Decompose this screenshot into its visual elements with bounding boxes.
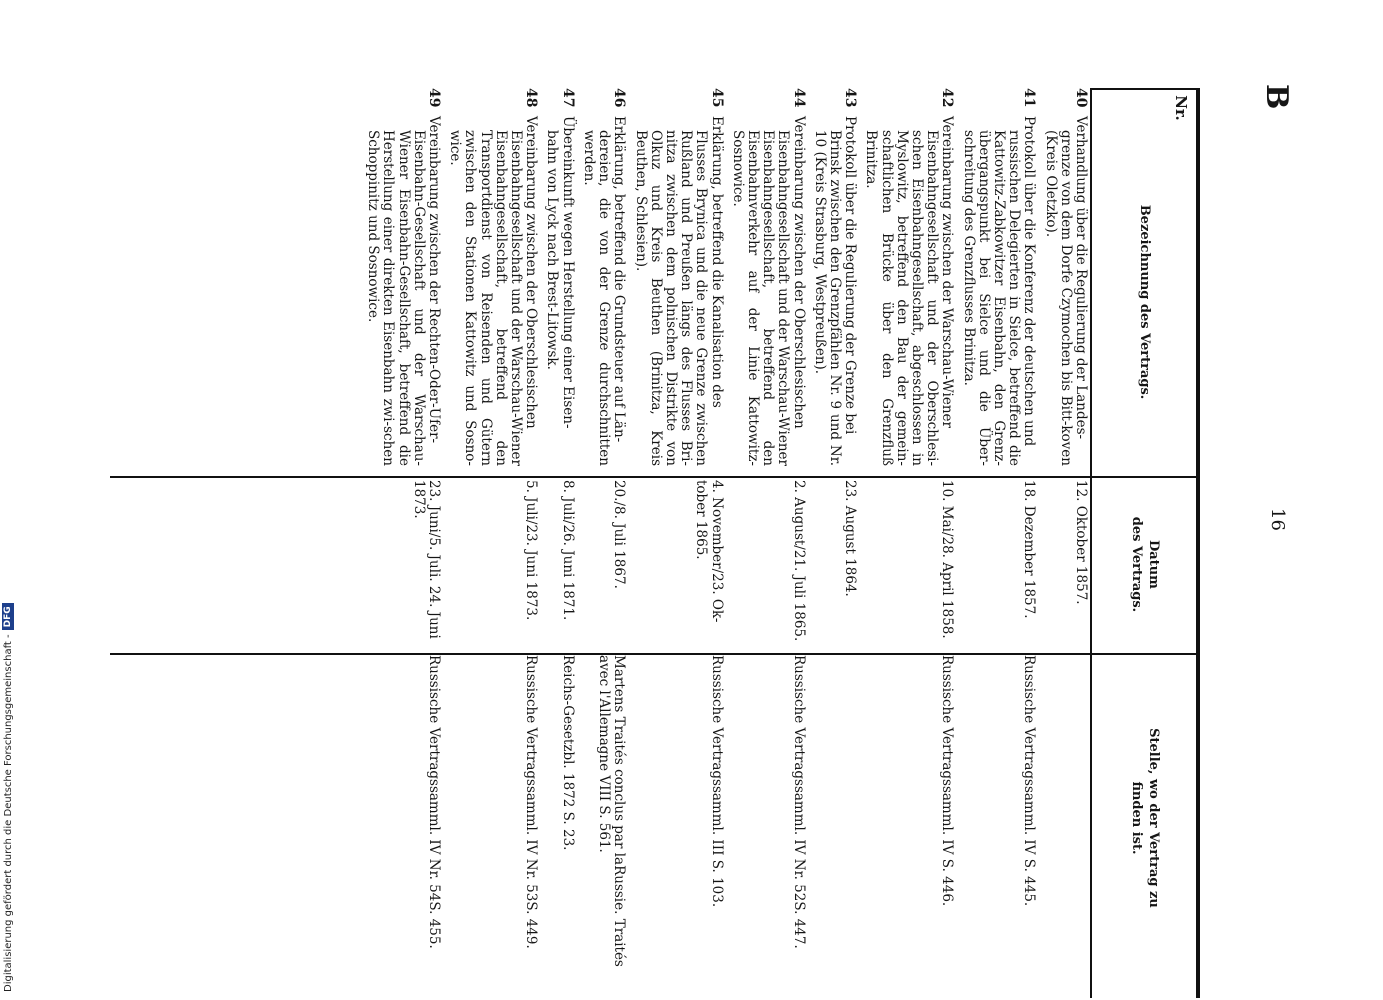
row-stelle [632, 643, 723, 988]
row-bezeichnung [1042, 106, 1088, 466]
row-bezeichnung [365, 106, 441, 466]
table-row [960, 88, 1036, 998]
row-stelle [960, 643, 1036, 988]
row-bezeichnung-first: Vereinbarung zwischen der Rechten-Oder-Ufer- [426, 116, 443, 444]
row-bezeichnung-rest: Eisenbahn-Gesellschaft und der Warschau-Wiener Eisenbahn-Gesellschaft, betreffend die Herstellung einer direkten Eisenbahn zwi-schen Schoppinitz und Sosnowice. [365, 130, 427, 466]
row-stelle [863, 643, 954, 988]
row-bezeichnung-first: Vereinbarung zwischen der Oberschlesischen [790, 116, 807, 429]
row-nr: 46 [611, 88, 628, 108]
row-bezeichnung-first: Verhandlung über die Regulierung der Landes- [1073, 116, 1089, 440]
table-row [632, 88, 723, 998]
header-rule [1090, 88, 1092, 998]
row-datum: 5. Juli/23. Juni 1873. [523, 480, 540, 621]
row-stelle [581, 643, 627, 988]
row-datum: 8. Juli/26. Juni 1871. [559, 480, 576, 621]
table-row [863, 88, 954, 998]
page-number: 16 [1267, 508, 1288, 531]
row-bezeichnung-first: Vereinbarung zwischen der Oberschlesischen [523, 116, 540, 429]
row-bezeichnung-rest: Eisenbahngesellschaft und der Warschau-Wiener Eisenbahngesellschaft, betreffend den Eisenbahnverkehr auf der Linie Kattowitz-Sosnowice. [729, 130, 792, 466]
row-bezeichnung [812, 106, 858, 466]
row-bezeichnung-rest: bahn von Lyck nach Brest-Litowsk. [544, 130, 561, 370]
row-bezeichnung [581, 106, 627, 466]
digitization-note-text: Digitalisierung gefördert durch die Deutsche Forschungsgemeinschaft - [2, 634, 14, 992]
row-stelle [1042, 643, 1088, 988]
row-bezeichnung-first: Erklärung, betreffend die Grundsteuer auf Län- [611, 116, 628, 443]
row-bezeichnung [730, 106, 806, 466]
row-datum: 2. August/21. Juli 1865. [790, 480, 807, 642]
row-datum: 20./8. Juli 1867. [611, 480, 628, 589]
row-nr: 42 [939, 88, 956, 108]
row-nr: 49 [426, 88, 443, 108]
rotated-table [110, 84, 1294, 998]
row-stelle-first: Russische Vertragssamml. IV Nr. 53 [523, 655, 540, 902]
row-bezeichnung-rest: Brinsk zwischen den Grenzpfählen Nr. 9 und Nr. 10 (Kreis Strasburg, Westpreußen). [811, 130, 843, 466]
row-bezeichnung-rest: Flusses Brynica und die neue Grenze zwischen Rußland und Preußen längs des Flusses Bri-nitza zwischen dem polnischen Distrikte von Olkuz und Kreis Beuthen (Brinitza, Kreis Beuthen, Schlesien). [632, 130, 710, 466]
row-datum: 23. August 1864. [842, 480, 859, 597]
row-nr: 44 [790, 88, 807, 108]
row-stelle [544, 643, 574, 988]
row-stelle-first: Martens Traités conclus par la [611, 655, 628, 866]
row-stelle-rest: S. 447. [790, 901, 807, 949]
row-bezeichnung-rest: russischen Delegierten in Sielce, betreffend die Kattowitz-Zabkowitzer Eisenbahn, den Grenz-übergangspunkt bei Sielce und die Über-schreitung des Grenzflusses Brinitza. [960, 130, 1023, 466]
row-stelle-rest: S. 449. [523, 901, 540, 949]
header-datum-line2: des Vertrags. [1129, 516, 1144, 613]
section-letter: B [1259, 84, 1294, 110]
table-row [812, 88, 858, 998]
row-bezeichnung-first: Erklärung, betreffend die Kanalisation des [708, 116, 725, 408]
top-rule [1196, 88, 1200, 998]
row-bezeichnung [544, 106, 574, 466]
row-stelle [447, 643, 538, 988]
header-stelle [1096, 653, 1194, 983]
row-stelle-first: Russische Vertragssamml. IV S. 446. [939, 655, 956, 907]
row-bezeichnung-first: Protokoll über die Konferenz der deutschen und [1021, 116, 1038, 447]
row-bezeichnung [863, 106, 954, 466]
table-row [730, 88, 806, 998]
row-datum: 4. November/23. Ok-tober 1865. [693, 480, 725, 623]
row-datum: 23. Juni/5. Juli. 24. Juni 1873. [410, 480, 443, 639]
row-datum: 18. Dezember 1857. [1021, 480, 1038, 619]
table-row [447, 88, 538, 998]
header-bezeichnung: Bezeichnung des Vertrags. [1137, 204, 1153, 400]
row-nr: 43 [842, 88, 859, 108]
row-bezeichnung-rest: grenze von dem Dorfe Czymochen bis Bitt-koven (Kreis Oletzko). [1042, 130, 1074, 466]
table-row [1042, 88, 1088, 998]
row-stelle [812, 643, 858, 988]
row-stelle-rest: S. 455. [426, 901, 443, 949]
row-nr: 40 [1073, 88, 1089, 108]
row-bezeichnung [632, 106, 723, 466]
row-nr: 41 [1021, 88, 1038, 108]
row-bezeichnung-rest: Eisenbahngesellschaft und der Warschau-Wiener Eisenbahngesellschaft, betreffend den Transportdienst von Reisenden und Gütern zwischen den Stationen Kattowitz und Sosno-wice. [447, 130, 525, 466]
row-bezeichnung [447, 106, 538, 466]
row-stelle-first: Russische Vertragssamml. III S. 103. [708, 655, 725, 908]
row-stelle-first: Russische Vertragssamml. IV Nr. 54 [426, 655, 443, 902]
row-datum: 12. Oktober 1857. [1073, 480, 1089, 605]
table-row [581, 88, 627, 998]
row-bezeichnung-first: Vereinbarung zwischen der Warschau-Wiener [939, 116, 956, 428]
row-nr: 48 [523, 88, 540, 108]
row-stelle-rest: Russie. Traités avec l'Allemagne VIII S. 561. [596, 655, 628, 967]
table-body [359, 88, 1088, 998]
row-bezeichnung [960, 106, 1036, 466]
row-datum: 10. Mai/28. April 1858. [939, 480, 956, 639]
header-stelle-line1: Stelle, wo der Vertrag zu [1146, 728, 1161, 908]
row-bezeichnung-rest: Eisenbahngesellschaft und der Oberschlesi-schen Eisenbahngesellschaft, abgeschlossen in Myslowitz, betreffend den Bau der gemein-schaftlichen Brücke über den Grenzfluß Brinitza. [863, 130, 941, 466]
dfg-logo: DFG [2, 603, 14, 630]
header-datum-line1: Datum [1146, 540, 1161, 589]
row-stelle-first: Reichs-Gesetzbl. 1872 S. 23. [559, 655, 576, 851]
row-nr: 45 [708, 88, 725, 108]
row-bezeichnung-first: Übereinkunft wegen Herstellung einer Eisen- [559, 116, 576, 429]
row-bezeichnung-rest: dereien, die von der Grenze durchschnitten werden. [580, 130, 613, 466]
row-stelle [730, 643, 806, 988]
table-row [544, 88, 574, 998]
row-stelle-first: Russische Vertragssamml. IV S. 445. [1021, 655, 1038, 907]
row-stelle-first: Russische Vertragssamml. IV Nr. 52 [790, 655, 807, 902]
digitization-note [2, 603, 14, 992]
header-stelle-line2: finden ist. [1129, 781, 1144, 855]
header-datum [1096, 476, 1194, 653]
row-bezeichnung-first: Protokoll über die Regulierung der Grenze bei [842, 116, 859, 435]
table-row [365, 88, 441, 998]
header-nr: Nr. [1172, 95, 1191, 121]
row-nr: 47 [559, 88, 576, 108]
row-stelle [365, 643, 441, 988]
